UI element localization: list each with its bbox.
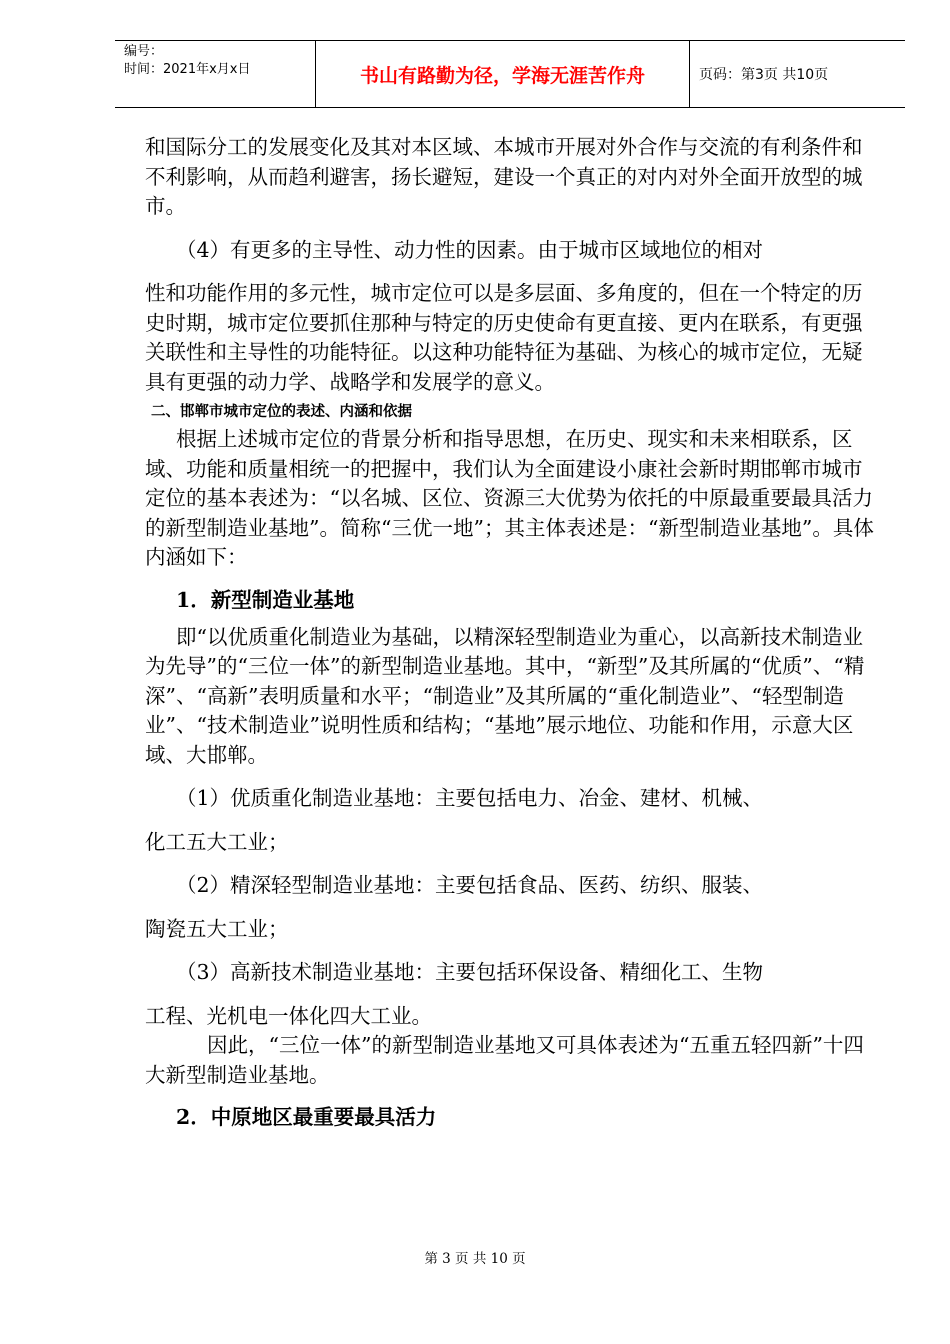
- list-item-1-line-2: 化工五大工业；: [145, 829, 289, 854]
- list-item-2-line-1: （2）精深轻型制造业基地：主要包括食品、医药、纺织、服装、: [176, 873, 764, 897]
- paragraph-2: （4）有更多的主导性、动力性的因素。由于城市区域地位的相对: [176, 237, 764, 262]
- list-item-3-line-1: （3）高新技术制造业基地：主要包括环保设备、精细化工、生物: [176, 960, 764, 984]
- paragraph-5: 即“以优质重化制造业为基础，以精深轻型制造业为重心，以高新技术制造业为先导”的“三位一体”的新型制造业基地。其中，“新型”及其所属的“优质”、“精深”、“高新”表明质量和水平；“制造业”及其所属的“重化制造业”、“轻型制造业”、“技术制造业”说明性质和结构；“基地”展示地位、功能和作用，示意大区域、大邯郸。: [145, 624, 865, 767]
- list-item-2-line-2: 陶瓷五大工业；: [145, 916, 289, 941]
- paragraph-1: 和国际分工的发展变化及其对本区域、本城市开展对外合作与交流的有利条件和不利影响，从而趋利避害，扬长避短，建设一个真正的对内对外全面开放型的城市。: [145, 135, 863, 218]
- paragraph-4: 根据上述城市定位的背景分析和指导思想，在历史、现实和未来相联系，区域、功能和质量相统一的把握中，我们认为全面建设小康社会新时期邯郸市城市定位的基本表述为：“以名城、区位、资源三大优势为依托的中原最重要最具活力的新型制造业基地”。简称“三优一地”；其主体表述是：“新型制造业基地”。具体内涵如下：: [145, 427, 874, 569]
- page-header: [115, 40, 905, 108]
- header-motto: 书山有路勤为径，学海无涯苦作舟: [316, 41, 690, 107]
- heading-1: 1．新型制造业基地: [176, 587, 355, 612]
- page-footer: 第 3 页 共 10 页: [424, 1251, 526, 1267]
- header-meta: [115, 41, 316, 107]
- header-page-label: 页码：第3页 共10页: [699, 67, 829, 83]
- time-label: 时间：2021年x月x日: [124, 62, 251, 77]
- list-item-1-line-1: （1）优质重化制造业基地：主要包括电力、冶金、建材、机械、: [176, 786, 764, 810]
- list-item-3-line-2: 工程、光机电一体化四大工业。: [145, 1003, 432, 1028]
- section-title: 二、邯郸市城市定位的表述、内涵和依据: [151, 404, 412, 420]
- paragraph-6: 因此，“三位一体”的新型制造业基地又可具体表述为“五重五轻四新”十四大新型制造业基地。: [145, 1033, 864, 1087]
- paragraph-3: 性和功能作用的多元性，城市定位可以是多层面、多角度的，但在一个特定的历史时期，城市定位要抓住那种与特定的历史使命有更直接、更内在联系，有更强关联性和主导性的功能特征。以这种功能特征为基础、为核心的城市定位，无疑具有更强的动力学、战略学和发展学的意义。: [145, 281, 863, 394]
- heading-2: 2．中原地区最重要最具活力: [176, 1105, 437, 1129]
- serial-label: 编号：: [124, 44, 164, 59]
- document-body: [145, 133, 877, 1132]
